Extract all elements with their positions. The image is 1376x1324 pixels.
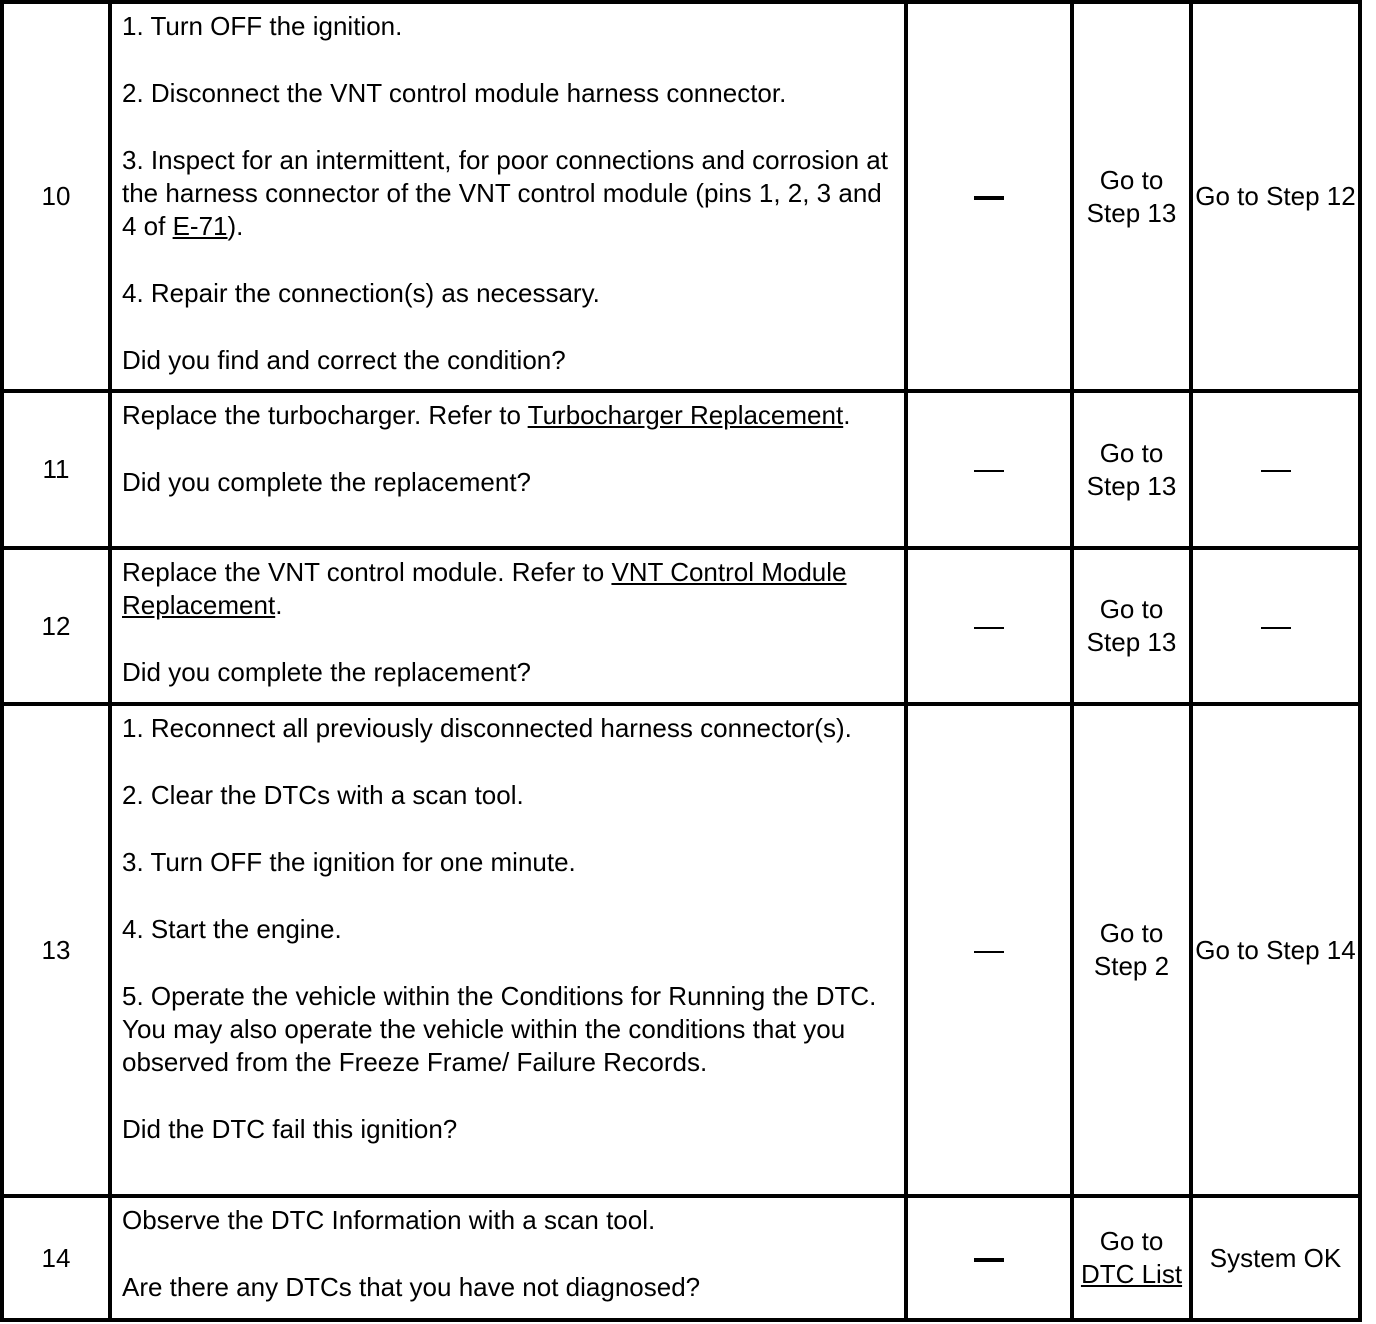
action-text: 2. Disconnect the VNT control module harness connector. bbox=[122, 78, 787, 108]
table-row bbox=[2, 2, 1360, 391]
action-text: Did you complete the replacement? bbox=[122, 467, 532, 497]
value-dash bbox=[974, 1258, 1004, 1262]
action-text: 5. Operate the vehicle within the Conditions for Running the DTC. You may also operate the vehicle within the conditions that you observed from the Freeze Frame/ Failure Records. bbox=[122, 981, 877, 1077]
value-dash bbox=[974, 951, 1004, 953]
action-cell bbox=[110, 1196, 906, 1320]
action-text: Are there any DTCs that you have not diagnosed? bbox=[122, 1272, 701, 1302]
no-cell: Go to Step 12 bbox=[1191, 2, 1360, 391]
no-cell: System OK bbox=[1191, 1196, 1360, 1320]
value-cell bbox=[906, 1196, 1072, 1320]
yes-cell: Go to Step 13 bbox=[1072, 548, 1191, 704]
no-dash bbox=[1261, 627, 1291, 629]
action-text: Did the DTC fail this ignition? bbox=[122, 1114, 458, 1144]
step-number: 10 bbox=[2, 2, 110, 391]
value-cell bbox=[906, 548, 1072, 704]
action-cell bbox=[110, 2, 906, 391]
yes-cell: Go to DTC List bbox=[1072, 1196, 1191, 1320]
action-text: 4. Repair the connection(s) as necessary. bbox=[122, 278, 600, 308]
yes-cell: Go to Step 2 bbox=[1072, 704, 1191, 1196]
action-text: 3. Inspect for an intermittent, for poor connections and corrosion at the harness connector of the VNT control module (pins 1, 2, 3 and 4 of E-71). bbox=[122, 145, 888, 241]
reference-link[interactable]: E-71 bbox=[172, 211, 228, 241]
action-text: Did you find and correct the condition? bbox=[122, 345, 566, 375]
action-cell bbox=[110, 548, 906, 704]
action-text: Did you complete the replacement? bbox=[122, 657, 532, 687]
value-dash bbox=[974, 627, 1004, 629]
table-row bbox=[2, 704, 1360, 1196]
no-cell bbox=[1191, 548, 1360, 704]
no-cell bbox=[1191, 391, 1360, 548]
value-dash bbox=[974, 470, 1004, 472]
value-cell bbox=[906, 704, 1072, 1196]
action-text: 4. Start the engine. bbox=[122, 914, 342, 944]
action-text: 1. Turn OFF the ignition. bbox=[122, 11, 403, 41]
reference-link[interactable]: VNT Control Module Replacement bbox=[122, 557, 847, 620]
step-number: 11 bbox=[2, 391, 110, 548]
action-text: Observe the DTC Information with a scan tool. bbox=[122, 1205, 656, 1235]
action-text: 2. Clear the DTCs with a scan tool. bbox=[122, 780, 524, 810]
step-number: 12 bbox=[2, 548, 110, 704]
yes-cell: Go to Step 13 bbox=[1072, 2, 1191, 391]
no-dash bbox=[1261, 470, 1291, 472]
table-row bbox=[2, 391, 1360, 548]
yes-cell: Go to Step 13 bbox=[1072, 391, 1191, 548]
value-cell bbox=[906, 391, 1072, 548]
action-text: 3. Turn OFF the ignition for one minute. bbox=[122, 847, 576, 877]
table-row bbox=[2, 1196, 1360, 1320]
action-text: Replace the turbocharger. Refer to Turbocharger Replacement. bbox=[122, 400, 851, 430]
value-cell bbox=[906, 2, 1072, 391]
action-cell bbox=[110, 704, 906, 1196]
action-text: 1. Reconnect all previously disconnected harness connector(s). bbox=[122, 713, 852, 743]
table-row bbox=[2, 548, 1360, 704]
reference-link[interactable]: Turbocharger Replacement bbox=[527, 400, 844, 430]
step-number: 13 bbox=[2, 704, 110, 1196]
action-text: Replace the VNT control module. Refer to VNT Control Module Replacement. bbox=[122, 557, 847, 620]
reference-link[interactable]: DTC List bbox=[1080, 1259, 1183, 1289]
step-number: 14 bbox=[2, 1196, 110, 1320]
diagnostic-table-body bbox=[2, 2, 1360, 1320]
no-cell: Go to Step 14 bbox=[1191, 704, 1360, 1196]
action-cell bbox=[110, 391, 906, 548]
value-dash bbox=[974, 196, 1004, 200]
